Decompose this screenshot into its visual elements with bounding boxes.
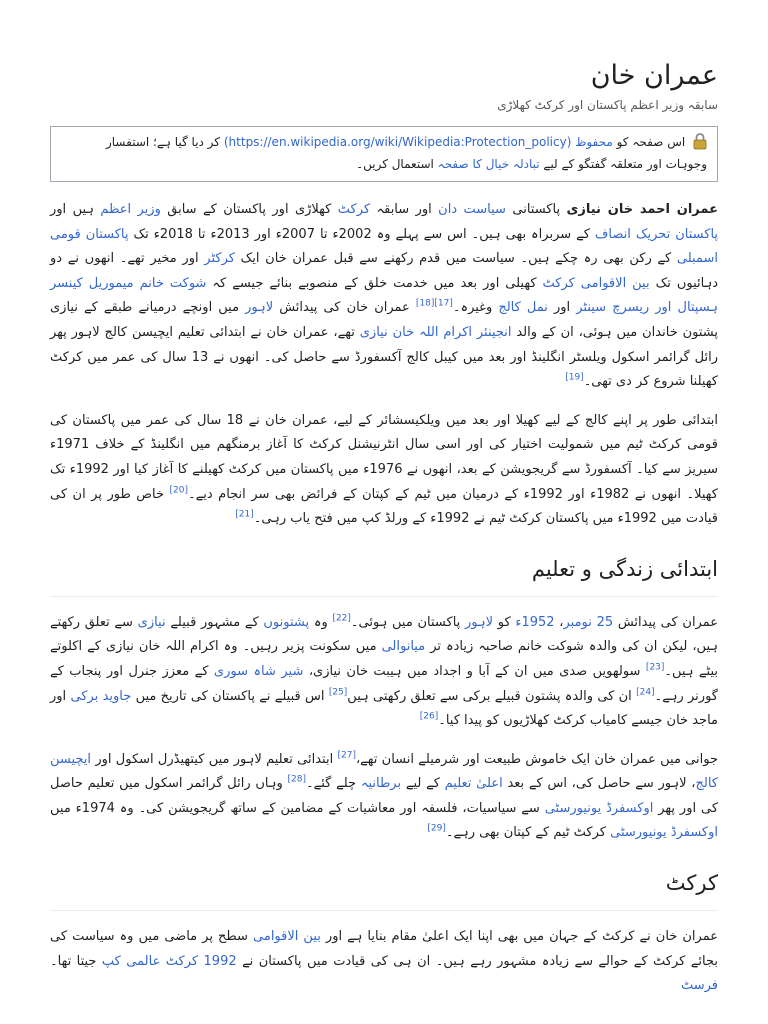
cricket-paragraph — [50, 925, 718, 999]
text: وہ — [313, 614, 328, 630]
link-britain[interactable]: برطانیہ — [360, 776, 402, 792]
link-1992-world-cup[interactable]: 1992 کرکٹ عالمی کپ — [101, 953, 237, 969]
citation-link[interactable]: [24] — [636, 687, 655, 698]
link-international-cricket[interactable]: بین الاقوامی کرکٹ — [542, 275, 650, 291]
link-national-assembly[interactable]: پاکستان قومی اسمبلی — [50, 226, 718, 267]
text: سولھویں صدی میں ان کے آبا و اجداد میں ہیبت خان نیازی، — [308, 663, 641, 679]
notice-text: کر دیا گیا ہے؛ استفسار وجوہات اور متعلقہ گفتگو کے لیے — [105, 135, 707, 171]
text: کے سربراہ بھی ہیں۔ اس سے پہلے وہ 2002ء تا 2007ء اور 2013ء تا 2018ء تک — [133, 226, 590, 242]
text: اور سابقہ — [376, 202, 432, 217]
page-title: عمران خان — [590, 60, 718, 91]
text: تھے، عمران خان نے ابتدائی تعلیم ایچیسن کالج لاہور پھر رائل گرائمر اسکول ویلسٹر انگلینڈ اور بعد میں کیبل کالج آکسفورڈ سے حاصل کی۔ انھوں نے 13 سال کی عمر میں کرکٹ کھیلنا شروع کر دی تھی۔ — [50, 324, 718, 390]
link-prime-minister[interactable]: وزیر اعظم — [100, 202, 161, 217]
text: سے سیاسیات، فلسفہ اور معاشیات کے مضامین کے ساتھ گریجویشن کی۔ وہ 1974ء میں — [50, 800, 540, 816]
protection-policy-url[interactable]: (https://en.wikipedia.org/wiki/Wikipedia:Protection_policy) — [223, 135, 572, 149]
link-aitchison-college[interactable]: ایچیسن کالج — [50, 751, 718, 792]
link-oxford-university[interactable]: اوکسفرڈ یونیورسٹی — [610, 825, 718, 841]
notice-text: استعمال کریں۔ — [356, 157, 434, 171]
citation-link[interactable]: [22] — [332, 613, 351, 624]
text: ، — [559, 614, 564, 630]
text: کے مشہور قبیلے — [170, 614, 259, 630]
section-heading-cricket: کرکٹ — [50, 868, 718, 911]
subject-name: عمران احمد خان نیازی — [566, 202, 718, 217]
text: میں اونچے درمیانے طبقے کے نیازی پشتون خاندان میں ہوئی، ان کے والد — [50, 300, 719, 340]
link-lahore[interactable]: لاہور — [465, 614, 494, 630]
text: اس قبیلے نے پاکستان کی تاریخ میں — [135, 688, 325, 704]
text: عمران خان کی پیدائش — [279, 300, 410, 316]
link-cricketer[interactable]: کرکٹر — [204, 251, 235, 267]
link-international[interactable]: بین الاقوامی — [253, 929, 321, 945]
protection-notice — [50, 126, 718, 182]
text: وہاں رائل گرائمر اسکول میں تعلیم حاصل کی اور پھر — [50, 776, 719, 816]
text: کے معزز جنرل اور پنجاب کے گورنر رہے۔ — [50, 663, 718, 704]
protected-link[interactable]: محفوظ — [575, 135, 613, 149]
text: جیتا تھا۔ — [50, 953, 97, 969]
link-politician[interactable]: سیاست دان — [438, 202, 506, 217]
link-oxford-university[interactable]: اوکسفرڈ یونیورسٹی — [544, 800, 654, 816]
link-namal-college[interactable]: نمل کالج — [498, 300, 548, 316]
text: کے رکن بھی رہ چکے ہیں۔ سیاست میں قدم رکھنے سے قبل عمران خان ایک — [240, 251, 672, 267]
early-life-paragraph — [50, 611, 718, 734]
link-first-class[interactable]: فرسٹ — [680, 978, 718, 994]
link-ikramullah-khan[interactable]: انجینئر اکرام اللہ خان نیازی — [359, 324, 512, 340]
citation-link[interactable]: [18] — [415, 299, 435, 310]
text: پاکستانی — [512, 202, 561, 217]
link-lahore[interactable]: لاہور — [245, 300, 274, 316]
citation-link[interactable]: [20] — [169, 485, 189, 496]
text: سطح پر ماضی میں وہ سیاست کی بجائے کرکٹ کے حوالے سے زیادہ مشہور رہے ہیں۔ ان ہی کی قیادت میں پاکستان نے — [50, 929, 718, 969]
text: اور ماجد خان جیسے کامیاب کرکٹ کھلاڑیوں کو پیدا کیا۔ — [50, 688, 718, 729]
text: میں سکونت پزیر رہیں۔ وہ اکرام اللہ خان نیازی کے اکلوتے بیٹے ہیں۔ — [50, 639, 718, 679]
notice-text: اس صفحہ کو — [616, 135, 686, 149]
citation-link[interactable]: [27] — [337, 750, 356, 761]
intro-paragraph — [50, 198, 718, 395]
link-pti[interactable]: پاکستان تحریک انصاف — [594, 226, 719, 242]
text: چلے گئے۔ — [306, 776, 357, 792]
text: اور مخیر تھے۔ انھوں نے دو دہائیوں تک — [50, 251, 718, 291]
text: ابتدائی طور پر اپنے کالج کے لیے کھیلا اور بعد میں ویلکیسشائر کے لیے، عمران خان نے 18 سال کی عمر میں پاکستان کی قومی کرکٹ ٹیم میں شمولیت اختیار کی اور اسی سال انٹرنیشنل کرکٹ کا آغاز برمنگھم میں انگلینڈ کے خلاف 1971ء سیریز سے کیا۔ آکسفورڈ سے گریجویشن کے بعد، انھوں نے 1976ء میں پاکستان میں کرکٹ کھیلنے کا آغاز کیا اور 1992ء تک کھیلا۔ انھوں نے 1982ء اور 1992ء کے درمیان میں ٹیم کے کپتان کے فرائض بھی سر انجام دیے۔ — [50, 412, 719, 502]
citation-link[interactable]: [19] — [565, 372, 584, 383]
lock-icon — [693, 132, 707, 150]
citation-link[interactable]: [26] — [419, 711, 439, 722]
link-cricket[interactable]: کرکٹ — [337, 202, 371, 217]
text: اور — [553, 300, 571, 316]
citation-link[interactable]: [21] — [235, 509, 254, 520]
link-1952[interactable]: 1952ء — [515, 614, 555, 630]
link-sher-shah-suri[interactable]: شیر شاہ سوری — [213, 663, 304, 679]
link-25-november[interactable]: 25 نومبر — [563, 614, 614, 630]
text: خاص طور پر ان کی قیادت میں 1992ء میں پاکستان کرکٹ ٹیم نے 1992ء کے ورلڈ کپ میں فتح یاب رہی۔ — [50, 486, 718, 527]
link-mianwali[interactable]: میانوالی — [381, 639, 426, 655]
text: کے لیے — [405, 776, 440, 792]
text: ہیں اور — [50, 202, 95, 217]
text: وغیرہ۔ — [452, 300, 493, 316]
text: پاکستان میں ہوئی۔ — [350, 614, 461, 630]
text: عمران کی پیدائش — [617, 614, 718, 630]
text: جوانی میں عمران خان ایک خاموش طبیعت اور شرمیلے انسان تھے، — [355, 751, 719, 767]
text: کھلاڑی اور پاکستان کے سابق — [167, 202, 332, 217]
citation-link[interactable]: [28] — [287, 774, 307, 785]
link-javed-burki[interactable]: جاوید برکی — [70, 688, 132, 704]
link-higher-education[interactable]: اعلیٰ تعلیم — [444, 776, 503, 792]
link-pashtuns[interactable]: پشتونوں — [263, 614, 310, 630]
text: ابتدائی تعلیم لاہور میں کیتھیڈرل اسکول اور — [95, 751, 334, 767]
citation-link[interactable]: [23] — [645, 662, 665, 673]
text: کو — [497, 614, 511, 630]
text: عمران خان نے کرکٹ کے جہان میں بھی اپنا ایک اعلیٰ مقام بنایا ہے اور — [325, 929, 718, 945]
text: کرکٹ ٹیم کے کپتان بھی رہے۔ — [445, 825, 606, 841]
intro-paragraph — [50, 409, 718, 532]
talk-page-link[interactable]: تبادلہ خیال کا صفحہ — [437, 157, 540, 171]
text: ، لاہور سے حاصل کی، اس کے بعد — [507, 776, 696, 792]
early-life-paragraph — [50, 748, 718, 846]
page-tagline: سابقہ وزیر اعظم پاکستان اور کرکٹ کھلاڑی — [497, 98, 718, 112]
link-niazi[interactable]: نیازی — [137, 614, 166, 630]
text: کھیلی اور بعد میں خدمت خلق کے منصوبے بنائے جیسے کہ — [212, 275, 537, 291]
text: ان کی والدہ پشتون قبیلے برکی سے تعلق رکھتی ہیں — [347, 688, 632, 704]
citation-link[interactable]: [25] — [328, 687, 348, 698]
link-shaukat-khanum[interactable]: شوکت خانم میموریل کینسر ہسپتال اور ریسرچ سینٹر — [50, 275, 718, 316]
citation-link[interactable]: [17] — [434, 299, 453, 310]
citation-link[interactable]: [29] — [427, 824, 446, 835]
text: سے تعلق رکھتے ہیں، لیکن ان کی والدہ شوکت خانم صاحبہ زیادہ تر — [50, 614, 718, 655]
section-heading-early-life: ابتدائی زندگی و تعلیم — [50, 554, 718, 597]
